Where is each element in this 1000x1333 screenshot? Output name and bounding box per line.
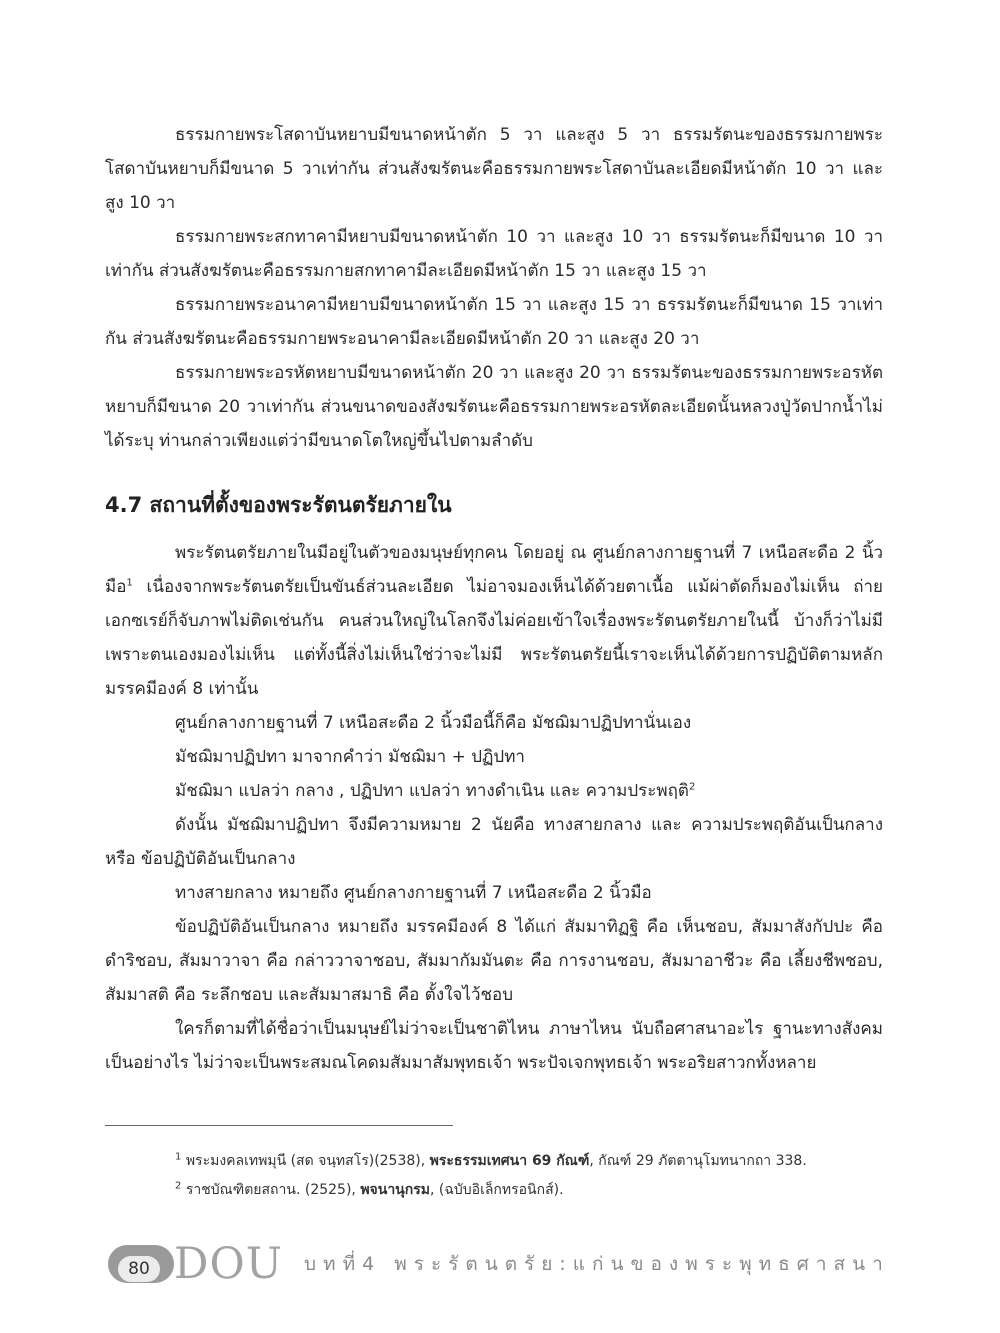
paragraph-eightfold-path: ข้อปฏิบัติอันเป็นกลาง หมายถึง มรรคมีองค์ 8 ได้แก่ สัมมาทิฏฐิ คือ เห็นชอบ, สัมมาสังกัปปะ คือ ดำริชอบ, สัมมาวาจา คือ กล่าววาจาชอบ, สัมมากัมมันตะ คือ การงานชอบ, สัมมาอาชีวะ คือ เลี้ยงชีพชอบ, สัมมาสติ คือ ระลึกชอบ และสัมมาสมาธิ คือ ตั้งใจไว้ชอบ — [105, 917, 883, 1005]
line-text: มัชฌิมา แปลว่า กลาง , ปฏิปทา แปลว่า ทางดำเนิน และ ความประพฤติ — [175, 781, 689, 801]
paragraph-two-meanings: ดังนั้น มัชฌิมาปฏิปทา จึงมีความหมาย 2 นัยคือ ทางสายกลาง และ ความประพฤติอันเป็นกลาง หรือ ข้อปฏิบัติอันเป็นกลาง — [105, 815, 883, 869]
paragraph-anyone: ใครก็ตามที่ได้ชื่อว่าเป็นมนุษย์ไม่ว่าจะเป็นชาติไหน ภาษาไหน นับถือศาสนาอะไร ฐานะทางสังคมเป็นอย่างไร ไม่ว่าจะเป็นพระสมณโคดมสัมมาสัมพุทธเจ้า พระปัจเจกพุทธเจ้า พระอริยสาวกทั้งหลาย — [105, 1019, 883, 1073]
line-majjhima-meaning — [175, 774, 883, 808]
footnote-ref-2: 2 — [688, 781, 696, 793]
footnote-text: , กัณฑ์ 29 ภัตตานุโมทนากถา 338. — [589, 1153, 807, 1169]
line-middle-way: ทางสายกลาง หมายถึง ศูนย์กลางกายฐานที่ 7 เหนือสะดือ 2 นิ้วมือ — [175, 883, 652, 903]
paragraph-sakadagami: ธรรมกายพระสกทาคามีหยาบมีขนาดหน้าตัก 10 วา และสูง 10 วา ธรรมรัตนะก็มีขนาด 10 วาเท่ากัน ส่วนสังฆรัตนะคือธรรมกายสกทาคามีละเอียดมีหน้าตัก 15 วา และสูง 15 วา — [105, 227, 883, 281]
page-number: 80 — [118, 1256, 160, 1282]
chapter-title: บทที่4 พระรัตนตรัย:แก่นของพระพุทธศาสนา — [304, 1253, 890, 1275]
footnote-number: 1 — [175, 1151, 182, 1163]
footnote-divider — [105, 1125, 453, 1126]
page-footer — [108, 1239, 890, 1289]
paragraph-text-part: พระรัตนตรัยภายในมีอยู่ในตัวของมนุษย์ทุกคน โดยอยู่ ณ ศูนย์กลางกายฐานที่ 7 เหนือสะดือ 2 นิ้วมือ — [105, 543, 883, 597]
footnote-text: พระมงคลเทพมุนี (สด จนฺทสโร)(2538), — [181, 1153, 430, 1169]
paragraph-sotapanna: ธรรมกายพระโสดาบันหยาบมีขนาดหน้าตัก 5 วา และสูง 5 วา ธรรมรัตนะของธรรมกายพระโสดาบันหยาบก็มีขนาด 5 วาเท่ากัน ส่วนสังฆรัตนะคือธรรมกายพระโสดาบันละเอียดมีหน้าตัก 10 วา และสูง 10 วา — [105, 125, 883, 213]
footnote-title: พระธรรมเทศนา 69 กัณฑ์ — [429, 1153, 590, 1169]
footnote-number: 2 — [175, 1180, 182, 1192]
footnote-1 — [175, 1150, 807, 1172]
paragraph-text-part: เนื่องจากพระรัตนตรัยเป็นขันธ์ส่วนละเอียด ไม่อาจมองเห็นได้ด้วยตาเนื้อ แม้ผ่าตัดก็มองไม่เห็น ถ่ายเอกซเรย์ก็จับภาพไม่ติดเช่นกัน คนส่วนใหญ่ในโลกจึงไม่ค่อยเข้าใจเรื่องพระรัตนตรัยภายในนี้ บ้างก็ว่าไม่มีเพราะตนเองมองไม่เห็น แต่ทั้งนี้สิ่งไม่เห็นใช่ว่าจะไม่มี พระรัตนตรัยนี้เราจะเห็นได้ด้วยการปฏิบัติตามหลักมรรคมีองค์ 8 เท่านั้น — [105, 577, 883, 699]
line-center-base: ศูนย์กลางกายฐานที่ 7 เหนือสะดือ 2 นิ้วมือนี้ก็คือ มัชฌิมาปฏิปทานั่นเอง — [175, 713, 692, 733]
paragraph-inner-triple-gem — [105, 536, 883, 706]
footnote-text: , (ฉบับอิเล็กทรอนิกส์). — [429, 1182, 564, 1198]
section-heading: 4.7 สถานที่ตั้งของพระรัตนตรัยภายใน — [105, 493, 452, 517]
line-majjhima-origin: มัชฌิมาปฏิปทา มาจากคำว่า มัชฌิมา + ปฏิปทา — [175, 747, 525, 767]
footnote-title: พจนานุกรม — [360, 1182, 430, 1198]
paragraph-arahant: ธรรมกายพระอรหัตหยาบมีขนาดหน้าตัก 20 วา และสูง 20 วา ธรรมรัตนะของธรรมกายพระอรหัตหยาบก็มีขนาด 20 วาเท่ากัน ส่วนขนาดของสังฆรัตนะคือธรรมกายพระอรหัตละเอียดนั้นหลวงปู่วัดปากน้ำไม่ได้ระบุ ท่านกล่าวเพียงแต่ว่ามีขนาดโตใหญ่ขึ้นไปตามลำดับ — [105, 363, 883, 451]
footnote-2 — [175, 1179, 564, 1201]
paragraph-anagami: ธรรมกายพระอนาคามีหยาบมีขนาดหน้าตัก 15 วา และสูง 15 วา ธรรมรัตนะก็มีขนาด 15 วาเท่ากัน ส่วนสังฆรัตนะคือธรรมกายพระอนาคามีละเอียดมีหน้าตัก 20 วา และสูง 20 วา — [105, 295, 883, 349]
footnote-ref-1: 1 — [126, 577, 133, 589]
page-number-badge — [108, 1245, 174, 1283]
footnote-text: ราชบัณฑิตยสถาน. (2525), — [181, 1182, 361, 1198]
dou-logo: DOU — [174, 1239, 283, 1289]
